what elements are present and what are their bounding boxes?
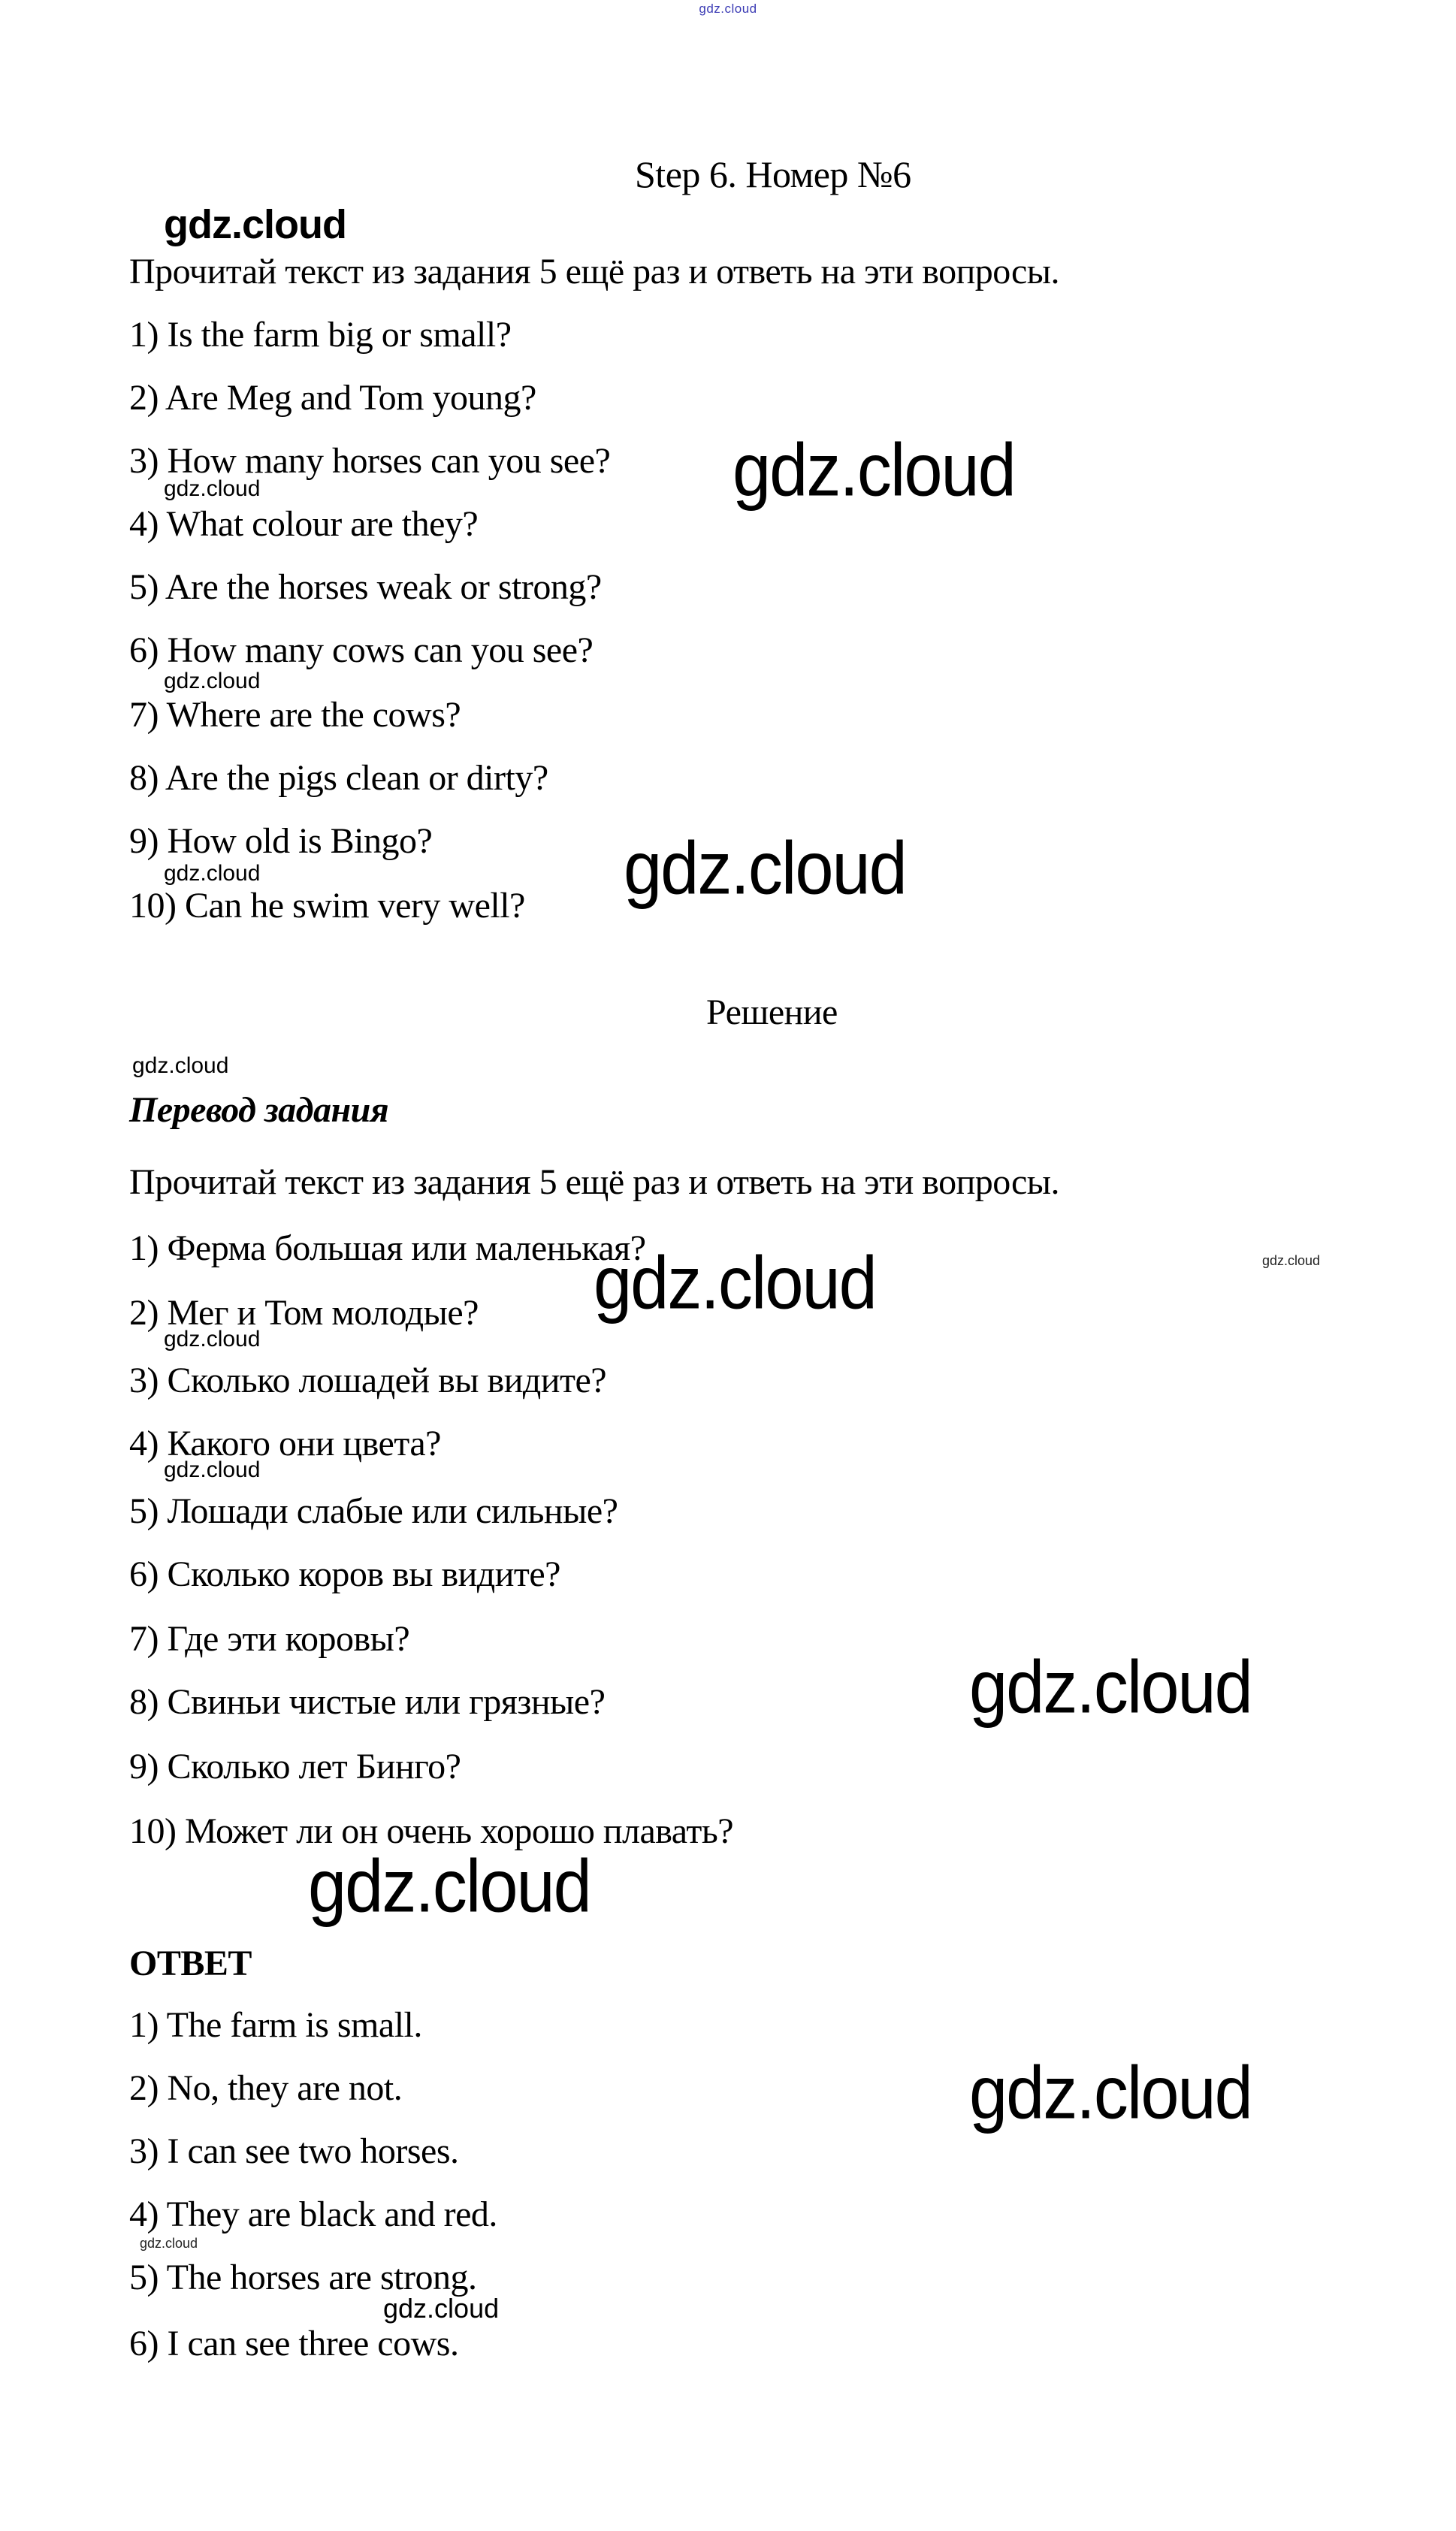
- answer-5: 5) The horses are strong.: [129, 2258, 477, 2297]
- watermark-tiny-right: gdz.cloud: [1262, 1253, 1321, 1268]
- watermark-small-4: gdz.cloud: [132, 1053, 229, 1078]
- task-question-10: 10) Can he swim very well?: [129, 886, 525, 926]
- watermark-tiny-left: gdz.cloud: [140, 2236, 198, 2251]
- watermark-bold-left: gdz.cloud: [164, 202, 346, 247]
- translation-question-8: 8) Свиньи чистые или грязные?: [129, 1682, 606, 1722]
- task-question-1: 1) Is the farm big or small?: [129, 315, 512, 355]
- translation-question-4: 4) Какого они цвета?: [129, 1424, 441, 1463]
- task-question-2: 2) Are Meg and Tom young?: [129, 378, 536, 418]
- translation-intro: Прочитай текст из задания 5 ещё раз и ответь на эти вопросы.: [129, 1162, 1060, 1202]
- task-question-8: 8) Are the pigs clean or dirty?: [129, 758, 548, 798]
- translation-question-10: 10) Может ли он очень хорошо плавать?: [129, 1811, 734, 1851]
- task-question-3: 3) How many horses can you see?: [129, 441, 611, 481]
- watermark-large-4: gdz.cloud: [969, 1646, 1252, 1729]
- task-question-5: 5) Are the horses weak or strong?: [129, 567, 602, 607]
- translation-heading: Перевод задания: [129, 1090, 389, 1130]
- task-question-7: 7) Where are the cows?: [129, 695, 461, 735]
- watermark-small-3: gdz.cloud: [164, 861, 261, 886]
- translation-question-5: 5) Лошади слабые или сильные?: [129, 1491, 618, 1531]
- watermark-small-2: gdz.cloud: [164, 669, 261, 693]
- answer-6: 6) I can see three cows.: [129, 2324, 459, 2363]
- translation-question-3: 3) Сколько лошадей вы видите?: [129, 1361, 607, 1400]
- answer-3: 3) I can see two horses.: [129, 2131, 459, 2171]
- watermark-large-3: gdz.cloud: [594, 1242, 876, 1325]
- translation-question-7: 7) Где эти коровы?: [129, 1619, 410, 1659]
- translation-question-9: 9) Сколько лет Бинго?: [129, 1747, 461, 1786]
- task-question-6: 6) How many cows can you see?: [129, 630, 594, 670]
- answer-2: 2) No, they are not.: [129, 2068, 403, 2108]
- watermark-small-6: gdz.cloud: [164, 1457, 261, 1482]
- translation-question-1: 1) Ферма большая или маленькая?: [129, 1228, 646, 1268]
- watermark-medium: gdz.cloud: [383, 2293, 500, 2324]
- task-question-4: 4) What colour are they?: [129, 504, 479, 544]
- watermark-large-6: gdz.cloud: [969, 2052, 1252, 2135]
- translation-question-6: 6) Сколько коров вы видите?: [129, 1554, 560, 1594]
- watermark-large-2: gdz.cloud: [624, 827, 906, 911]
- watermark-small-5: gdz.cloud: [164, 1327, 261, 1352]
- answer-4: 4) They are black and red.: [129, 2194, 497, 2234]
- page-title: Step 6. Номер №6: [635, 153, 911, 195]
- solution-heading: Решение: [706, 992, 838, 1032]
- answer-heading: ОТВЕТ: [129, 1944, 252, 1983]
- task-intro: Прочитай текст из задания 5 ещё раз и ответь на эти вопросы.: [129, 252, 1060, 291]
- watermark-small-1: gdz.cloud: [164, 476, 261, 501]
- watermark-top: gdz.cloud: [699, 2, 757, 16]
- task-question-9: 9) How old is Bingo?: [129, 821, 433, 861]
- answer-1: 1) The farm is small.: [129, 2005, 422, 2045]
- watermark-large-5: gdz.cloud: [308, 1845, 591, 1928]
- watermark-large-1: gdz.cloud: [733, 429, 1015, 512]
- translation-question-2: 2) Мег и Том молодые?: [129, 1293, 479, 1333]
